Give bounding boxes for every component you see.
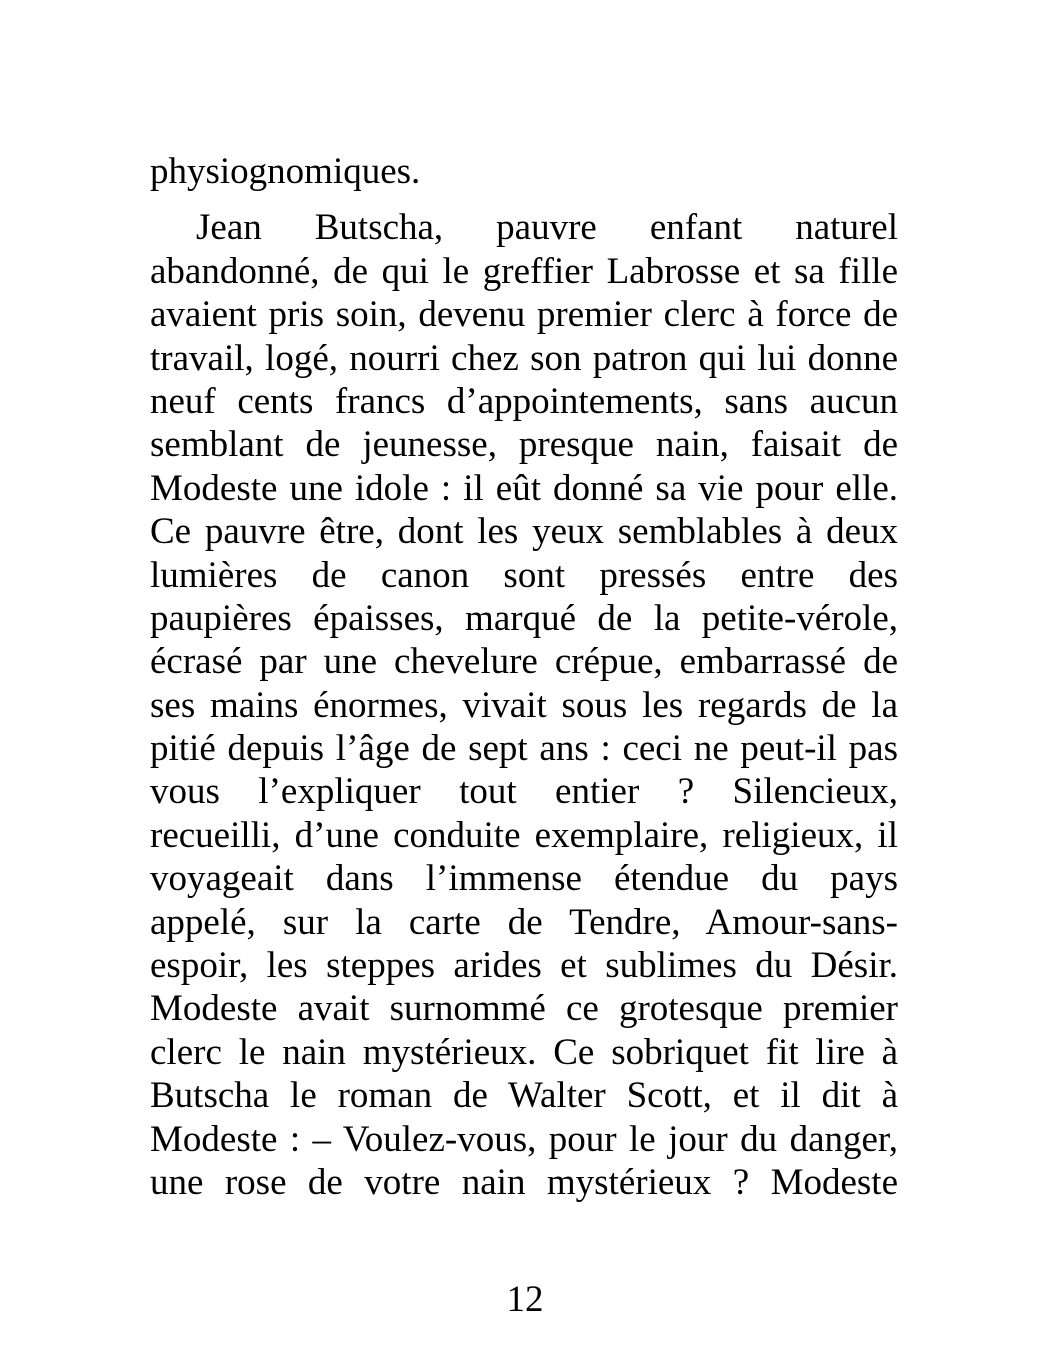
text-line: pitié depuis l’âge de sept ans : ceci ne peut-il pas bbox=[150, 728, 898, 770]
page-body bbox=[150, 150, 898, 1204]
text-line: Butscha le roman de Walter Scott, et il dit à bbox=[150, 1075, 898, 1117]
text-line: écrasé par une chevelure crépue, embarrassé de bbox=[150, 641, 898, 683]
text-line: Ce pauvre être, dont les yeux semblables à deux bbox=[150, 511, 898, 553]
text-line: vous l’expliquer tout entier ? Silencieux, bbox=[150, 771, 898, 813]
text-line: avaient pris soin, devenu premier clerc à force de bbox=[150, 294, 898, 336]
text-line: espoir, les steppes arides et sublimes du Désir. bbox=[150, 945, 898, 987]
text-line: clerc le nain mystérieux. Ce sobriquet fit lire à bbox=[150, 1031, 898, 1073]
text-line: Modeste avait surnommé ce grotesque premier bbox=[150, 988, 898, 1030]
text-line: neuf cents francs d’appointements, sans aucun bbox=[150, 380, 898, 422]
text-line: abandonné, de qui le greffier Labrosse et sa fille bbox=[150, 250, 898, 292]
paragraph-first-line: Jean Butscha, pauvre enfant naturel bbox=[196, 207, 898, 249]
text-line: Modeste une idole : il eût donné sa vie pour elle. bbox=[150, 467, 898, 509]
text-line: semblant de jeunesse, presque nain, faisait de bbox=[150, 424, 898, 466]
text-line: appelé, sur la carte de Tendre, Amour-sans- bbox=[150, 901, 898, 943]
text-line: physiognomiques. bbox=[150, 151, 421, 192]
text-line: recueilli, d’une conduite exemplaire, religieux, il bbox=[150, 814, 898, 856]
text-line: Modeste : – Voulez-vous, pour le jour du danger, bbox=[150, 1118, 898, 1160]
page-number: 12 bbox=[506, 1279, 544, 1320]
text-line: lumières de canon sont pressés entre des bbox=[150, 554, 898, 596]
text-line: une rose de votre nain mystérieux ? Modeste bbox=[150, 1161, 898, 1203]
text-line: ses mains énormes, vivait sous les regards de la bbox=[150, 684, 898, 726]
text-line: voyageait dans l’immense étendue du pays bbox=[150, 858, 898, 900]
text-line: travail, logé, nourri chez son patron qui lui donne bbox=[150, 337, 898, 379]
text-line: paupières épaisses, marqué de la petite-vérole, bbox=[150, 597, 898, 639]
